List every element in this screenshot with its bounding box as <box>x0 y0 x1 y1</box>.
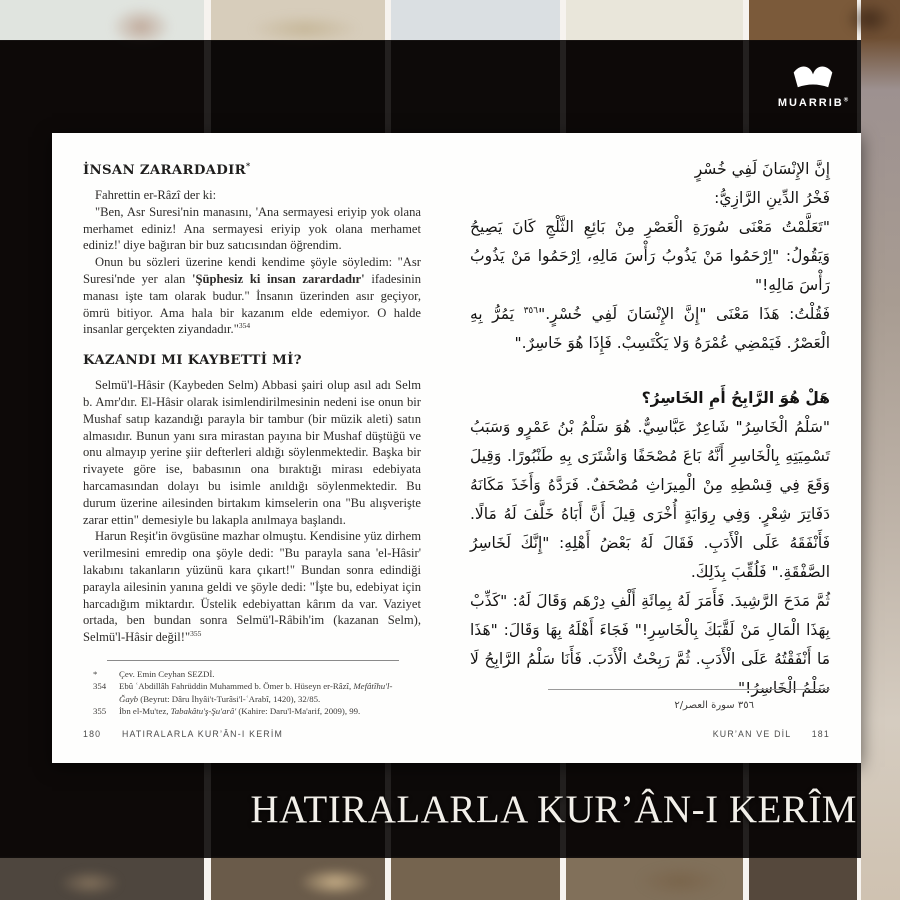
paragraph <box>83 254 421 338</box>
footnote-text: Çev. Emin Ceyhan SEZDİ. <box>119 669 215 679</box>
right-page-column <box>470 155 830 703</box>
section-heading-kazandi-mi: KAZANDI MI KAYBETTİ Mİ? <box>83 353 302 369</box>
page-number-180: 180 <box>83 729 102 739</box>
arabic-paragraph: "سَلْمُ الْخَاسِرُ" شَاعِرٌ عَبَّاسِيٌّ. هُوَ سَلْمُ بْنُ عَمْرٍو وَسَبَبُ تَسْمِيَتِهِ بِالْخَاسِرِ أَنَّهُ بَاعَ مُصْحَفًا وَاشْتَرَى بِهِ طَنْبُورًا. وَقِيلَ وَقَعَ فِي قِسْطِهِ مِنْ الْمِيرَاثِ مُصْحَفٌ. فَرَدَّهُ وَأَخَذَ مَكَانَهُ دَفَاتِرَ شِعْرٍ. وَفِي رِوَايَةٍ أُخْرَى قِيلَ أَنَّ أَبَاهُ خَلَّفَ لَهُ مَالًا. فَأَنْفَقَهُ عَلَى الْأَدَبِ. فَقَالَ لَهُ بَعْضُ أَهْلِهِ: "إِنَّكَ لَخَاسِرُ الصَّفْقَةِ." فَلُقِّبَ بِذَلِكَ. <box>470 418 830 581</box>
section-heading-insan-zarardadir <box>83 160 421 178</box>
footnote-marker: * <box>93 669 98 679</box>
paragraph <box>83 528 421 646</box>
arabic-section-heading: هَلْ هُوَ الرَّابِحُ أَمِ الخَاسِرُ؟ <box>641 389 830 407</box>
muarrib-bowtie-logo-icon <box>790 64 836 93</box>
brand-name <box>769 97 857 109</box>
page-number-181: 181 <box>811 729 830 739</box>
brand-block <box>769 64 857 109</box>
running-title: KUR’AN VE DİL <box>712 729 792 739</box>
footnote-author: İbn el-Mu'tez, <box>119 706 171 717</box>
paragraph: Selmü'l-Hâsir (Kaybeden Selm) Abbasi şairi olup asıl adı Selm b. Amr'dır. El-Hâsir olarak isimlendirilmesinin nedeni ise onun bir Mushaf satıp kazandığı parayla bir tambur (bir müzik aleti) satın almasıdır. Bunun yanı sıra mirastan payına bir Mushaf düştüğü ve onu almayıp yerine şiir defterleri aldığı söylenmektedir. Başka bir rivayete göre ise, babasının ona bıraktığı mirası edebiyata harcamasından dolayı bu isimle anıldığı söylenmektedir. Bu durum üzerine ailesinden birtakım kimselerin ona "Bu alışverişte zarar ettin" demesiyle bu lakapla anılmaya başlandı. <box>83 378 421 527</box>
book-title-banner: HATIRALARLA KUR’ÂN-I KERÎM <box>250 788 857 831</box>
painting-detail <box>640 866 720 896</box>
running-title: HATIRALARLA KUR’ÂN-I KERİM <box>121 729 283 739</box>
brand-name-text: MUARRIB <box>777 97 844 109</box>
painting-detail <box>60 870 120 896</box>
footnote-work-title: Tabakâtu'ş-Şu'arâ' <box>170 706 237 717</box>
painting-strip <box>861 0 900 900</box>
arabic-text: يَمُرُّ بِهِ الْعَصْرُ. فَيَمْضِي عُمْرَهُ وَلا يَكْتَسِبْ. فَإِذَا هُوَ خَاسِرٌ." <box>470 305 830 352</box>
left-page-footer <box>83 729 283 739</box>
footnote-354 <box>93 680 399 705</box>
left-footnotes <box>93 660 399 718</box>
heading1-text: İNSAN ZARARDADIR <box>83 163 246 178</box>
footnote-star <box>93 668 399 680</box>
footnote-text: ٣٥٦ سورة العصر/٢ <box>674 700 754 711</box>
paragraph-text: Onun bu sözleri üzerine kendi kendime şöyle söyledim: "Asr Suresi'nde yer alan <box>83 255 421 286</box>
right-footnote <box>548 689 830 711</box>
heading1-footnote-ref: * <box>245 160 251 171</box>
footnote-marker: 355 <box>93 706 107 717</box>
arabic-paragraph <box>470 300 830 358</box>
book-spread <box>52 133 861 763</box>
paragraph: "Ben, Asr Suresi'nin manasını, 'Ana sermayesi eriyip yok olana merhamet ediniz! Ana sermayesi eriyip yok olana merhamet ediniz!' diye bağıran bir buz satıcısından öğrendim. <box>83 204 421 253</box>
footnote-text <box>119 680 399 705</box>
arabic-paragraph: "تَعَلَّمْتُ مَعْنَى سُورَةِ الْعَصْرِ مِنْ بَائِعِ الثَّلْجِ كَانَ يَصِيحُ وَيَقُولُ: "اِرْحَمُوا مَنْ يَذُوبُ رَأْسَ مَالِهِ، اِرْحَمُوا مَنْ يَذُوبُ رَأْسَ مَالِهِ!" <box>470 218 830 294</box>
footnote-publication: (Beyrut: Dâru İhyâi't-Turâsi'l-ʿArabî, 1420), 32/85. <box>138 693 321 704</box>
footnote-marker: 354 <box>93 681 107 692</box>
left-page-column <box>83 160 421 646</box>
footnote-author: Ebû ʿAbdillâh Fahrüddin Muhammed b. Ömer b. Hüseyn er-Râzî, <box>119 681 354 692</box>
arabic-text: فَقُلْتُ: هَذَا مَعْنَى "إِنَّ الإِنْسَانَ لَفِي خُسْرٍ." <box>538 305 830 323</box>
painting-detail <box>300 868 370 896</box>
footnote-355 <box>93 705 399 717</box>
bold-quote: 'Şüphesiz ki insan zarardadır' <box>192 271 365 286</box>
footnote-publication: (Kahire: Daru'l-Ma'arif, 2009), 99. <box>236 706 361 717</box>
speaker-line: فَخْرُ الدِّينِ الرَّازِيُّ: <box>714 189 830 207</box>
footnote-ref-355: 355 <box>190 628 202 638</box>
paragraph: Fahrettin er-Râzî der ki: <box>95 188 217 202</box>
footnote-ref-354: 354 <box>238 321 251 331</box>
paragraph-text: Harun Reşit'in övgüsüne mazhar olmuştu. Kendisine yüz dirhem verilmesini emredip ona şöyle dedi: "Bu parayla sana 'el-Hâsir' lakabını takanların yüzünü kara çıkart!" Bundan sonra edindiği parayla ailesinin yanına geldi ve şöyle dedi: "İşte bu, edebiyat için harcadığım miktardır. Üstelik edebiyattan kârım da var. Vaziyet ortada, ben bundan sonra Selmü'l-Râbih'im (kazanan Selm), Selmü'l-Hâsir değil!" <box>83 529 421 645</box>
footnote-work-title: Mefâtîhu'l-Ğayb <box>119 681 393 704</box>
ayah-line: إِنَّ الإِنْسَانَ لَفِي خُسْرٍ <box>694 160 830 178</box>
paragraph-text: ifadesinin manası işte tam olarak budur." İnsanın üzerinden asır geçiyor, ömrü bitiyor. Ama hala bir kazanım elde edemiyor. O halde insanlar gerçekten ziyandadır." <box>83 271 421 337</box>
footnote-text <box>119 705 399 717</box>
arabic-paragraph: ثُمَّ مَدَحَ الرَّشِيدَ. فَأَمَرَ لَهُ بِمِائَةِ أَلْفِ دِرْهَم وَقَالَ لَهُ: "كَذِّبْ بِهَذَا الْمَالِ مَنْ لَقَّبَكَ بِالْخَاسِرِ!" فَجَاءَ أَهْلَهُ بِهَا وَقَالَ: "هَذَا مَا أَنْفَقْتُهُ عَلَى الْأَدَبِ. ثُمَّ رَبِحْتُ الْأَدَبَ. فَأَنَا سَلْمُ الرَّابِحُ لَا سَلْمُ الْخَاسِرُ!" <box>470 592 830 697</box>
right-page-footer <box>470 729 830 739</box>
painting-detail <box>845 2 893 36</box>
registered-mark: ® <box>843 97 849 104</box>
footnote-ref-356: ٣٥٦ <box>523 305 539 316</box>
